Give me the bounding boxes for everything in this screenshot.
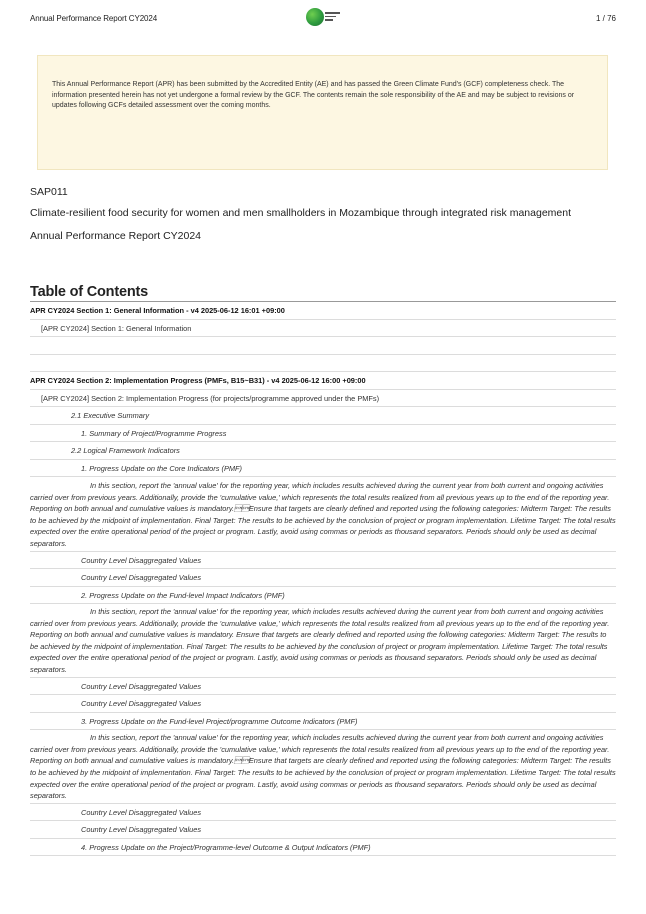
toc-country-values[interactable]: Country Level Disaggregated Values: [30, 569, 616, 587]
page-header: [0, 0, 646, 36]
toc-country-values[interactable]: Country Level Disaggregated Values: [30, 678, 616, 696]
toc-impact-indicators[interactable]: 2. Progress Update on the Fund-level Impact Indicators (PMF): [30, 587, 616, 605]
toc-country-values[interactable]: Country Level Disaggregated Values: [30, 552, 616, 570]
toc-country-values[interactable]: Country Level Disaggregated Values: [30, 804, 616, 822]
header-doc-title: Annual Performance Report CY2024: [30, 14, 158, 23]
table-of-contents: [30, 284, 616, 856]
toc-exec-summary[interactable]: 2.1 Executive Summary: [30, 407, 616, 425]
toc-instruction-paragraph: [30, 477, 616, 552]
toc-country-values[interactable]: Country Level Disaggregated Values: [30, 695, 616, 713]
toc-instruction-paragraph: [30, 604, 616, 678]
report-name: Annual Performance Report CY2024: [30, 229, 202, 242]
project-code: SAP011: [30, 186, 68, 198]
toc-heading: Table of Contents: [30, 284, 616, 302]
toc-section-2-title[interactable]: APR CY2024 Section 2: Implementation Progress (PMFs, B15~B31) - v4 2025-06-12 16:00 +09:00: [30, 372, 616, 390]
instruction-text: In this section, report the 'annual value' for the reporting year, which includes results achieved during the current year from both current and ongoing activities carried over from previous years. Additionally, provide the 'cumulative value,' which represents the total results realized from all previous years up to the end of the reporting year. Reporting on both annual and cumulative values is mandatory.Ensure that targets are clearly defined and reported using the following categories: Midterm Target: The results to be achieved by the midpoint of implementation. Final Target: The results to be achieved by the conclusion of project or program implementation. Lifetime Target: The total results expected over the entire operational period of the project or program. Lastly, avoid using commas or periods as thousand separators. Periods should only be used as decimal separators.: [30, 733, 616, 801]
page-number: 1 / 76: [595, 14, 616, 23]
toc-summary-progress[interactable]: 1. Summary of Project/Programme Progress: [30, 425, 616, 443]
toc-output-indicators[interactable]: 4. Progress Update on the Project/Programme-level Outcome & Output Indicators (PMF): [30, 839, 616, 857]
toc-section-1-item[interactable]: [APR CY2024] Section 1: General Information: [30, 320, 616, 338]
toc-section-1-title[interactable]: APR CY2024 Section 1: General Information - v4 2025-06-12 16:01 +09:00: [30, 302, 616, 320]
review-notice-box: [37, 55, 608, 170]
toc-blank-row: [30, 355, 616, 373]
toc-section-2-item[interactable]: [APR CY2024] Section 2: Implementation Progress (for projects/programme approved under the PMFs): [30, 390, 616, 408]
report-meta: [30, 186, 616, 242]
toc-logframe[interactable]: 2.2 Logical Framework Indicators: [30, 442, 616, 460]
gcf-logo-icon: [306, 8, 340, 30]
toc-country-values[interactable]: Country Level Disaggregated Values: [30, 821, 616, 839]
review-notice-text: This Annual Performance Report (APR) has been submitted by the Accredited Entity (AE) and has passed the Green Climate Fund's (GCF) completeness check. The information presented herein has not yet undergone a formal review by the GCF. The contents remain the sole responsibility of the AE and may be subject to revisions or updates following GCFs detailed assessment over the coming months.: [52, 81, 575, 109]
toc-outcome-indicators[interactable]: 3. Progress Update on the Fund-level Project/programme Outcome Indicators (PMF): [30, 713, 616, 731]
toc-core-indicators[interactable]: 1. Progress Update on the Core Indicators (PMF): [30, 460, 616, 478]
project-title: Climate-resilient food security for women and men smallholders in Mozambique through integrated risk management: [30, 207, 572, 219]
instruction-text: In this section, report the 'annual value' for the reporting year, which includes results achieved during the current year from both current and ongoing activities carried over from previous years. Additionally, provide the 'cumulative value,' which represents the total results realized from all previous years up to the end of the reporting year. Reporting on both annual and cumulative values is mandatory. Ensure that targets are clearly defined and reported using the following categories: Midterm Target: The results to be achieved by the midpoint of implementation. Final Target: The results to be achieved by the conclusion of project or program implementation. Lifetime Target: The total results expected over the entire operational period of the project or program. Lastly, avoid using commas or periods as thousand separators. Periods should only be used as decimal separators.: [30, 607, 610, 675]
instruction-text: In this section, report the 'annual value' for the reporting year, which includes results achieved during the current year from both current and ongoing activities carried over from previous years. Additionally, provide the 'cumulative value,' which represents the total results realized from all previous years up to the end of the reporting year. Reporting on both annual and cumulative values is mandatory.Ensure that targets are clearly defined and reported using the following categories: Midterm Target: The results to be achieved by the midpoint of implementation. Final Target: The results to be achieved by the conclusion of project or program implementation. Lifetime Target: The total results expected over the entire operational period of the project or program. Lastly, avoid using commas or periods as thousand separators. Periods should only be used as decimal separators.: [30, 481, 616, 548]
toc-blank-row: [30, 337, 616, 355]
toc-instruction-paragraph: [30, 730, 616, 804]
